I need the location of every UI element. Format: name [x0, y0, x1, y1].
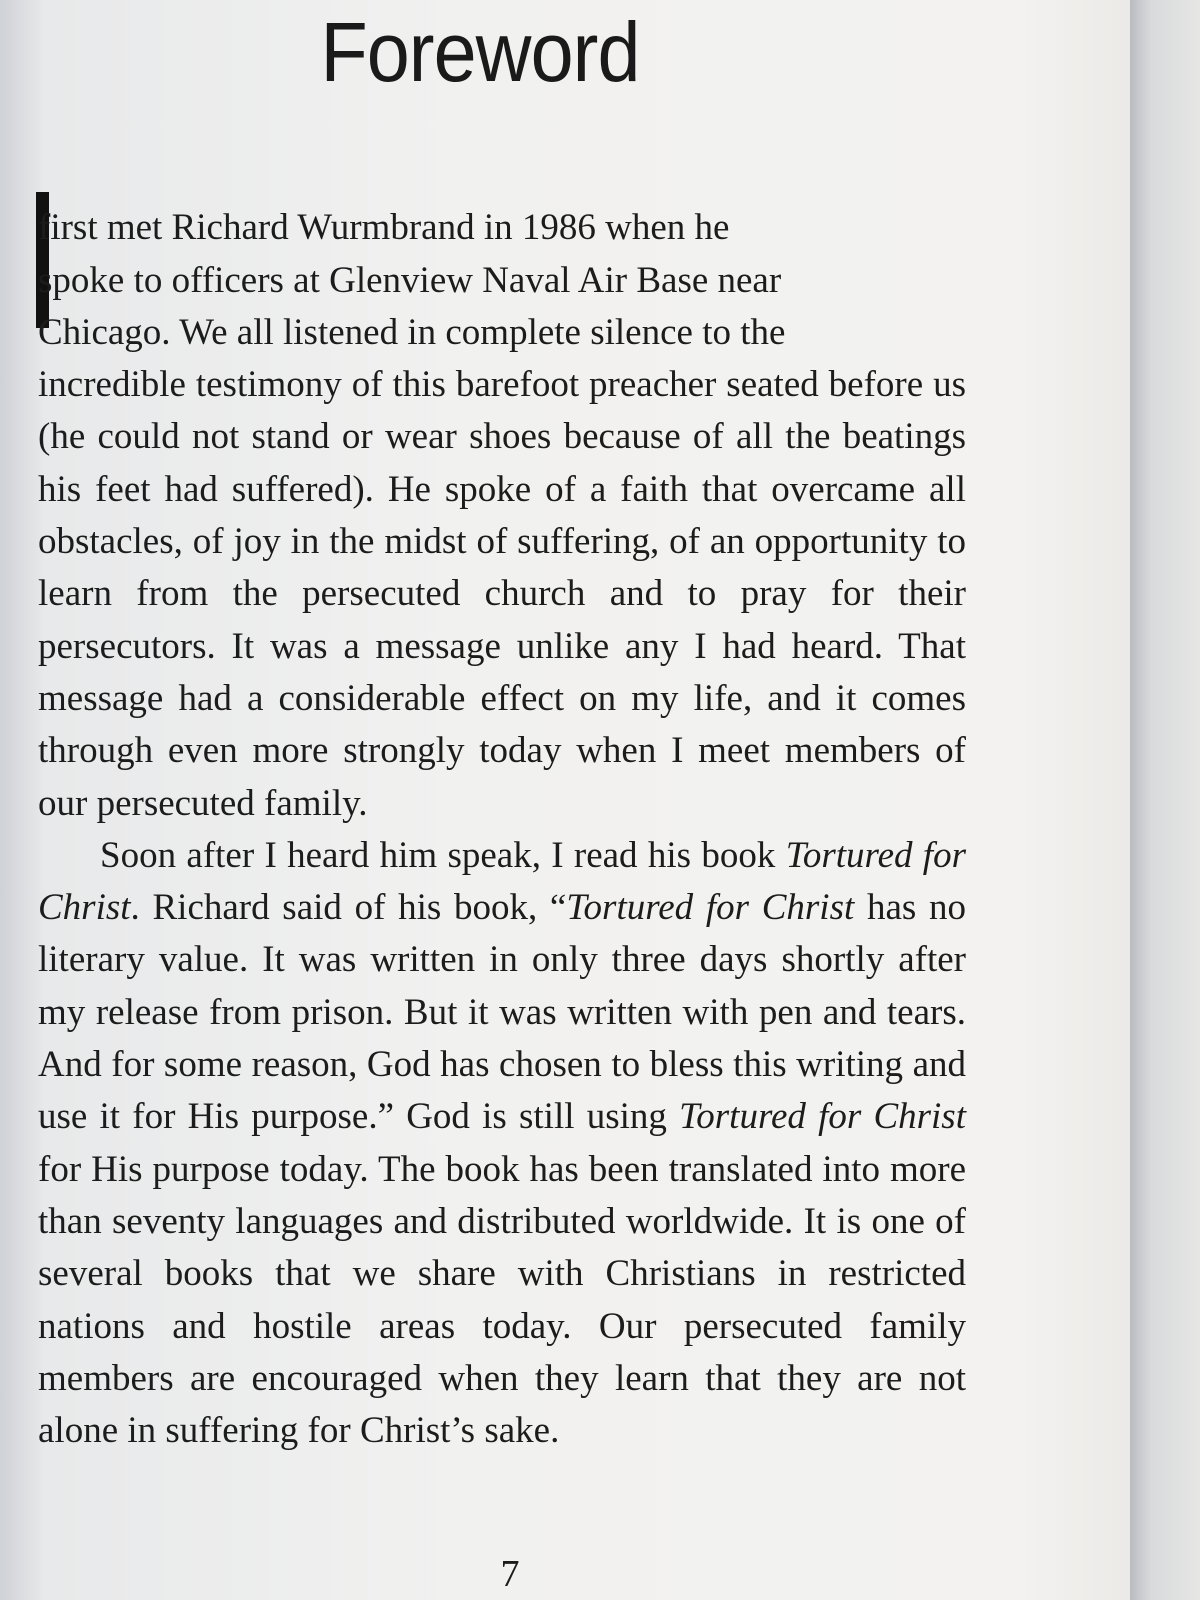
book-title-italic: Tortured for Christ: [38, 834, 966, 929]
book-title-italic: Tortured for Christ: [679, 1096, 966, 1138]
paragraph-1-line-3: Chicago. We all listened in complete silence to the: [38, 311, 786, 353]
paragraph-1-rest: incredible testimony of this barefoot preacher seated before us (he could not stand or wear shoes because of all the beatings his feet had suffered). He spoke of a faith that overcame all obstacles, of joy in the midst of suffering, of an opportunity to learn from the persecuted church and to pray for their persecutors. It was a message unlike any I had heard. That message had a considerable effect on my life, and it comes through even more strongly today when I meet members of our persecuted family.: [38, 364, 966, 824]
paragraph-1-opening: [38, 155, 966, 359]
paragraph-1-line-1: first met Richard Wurmbrand in 1986 when he: [38, 207, 730, 249]
paragraph-2-seg5: has no literary value. It was written in only three days shortly after my release from prison. But it was written with pen and tears. And for some reason, God has chosen to bless this writing and use it for His purpose.” God is still using: [38, 887, 966, 1138]
paragraph-1-line-2: spoke to officers at Glenview Naval Air Base near: [38, 259, 782, 301]
chapter-title: Foreword: [320, 5, 640, 99]
page-number: 7: [500, 1553, 520, 1595]
page-edge-shadow: [1130, 0, 1200, 1600]
paragraph-2: [38, 830, 966, 1458]
paragraph-2-seg7: for His purpose today. The book has been translated into more than seventy languages and distributed worldwide. It is one of several books that we share with Christians in restricted nations and hostile areas today. Our persecuted family members are encouraged when they learn that they are not alone in suffering for Christ’s sake.: [38, 1148, 966, 1452]
paragraph-2-seg3: . Richard said of his book, “: [130, 887, 567, 929]
book-title-italic: Tortured for Christ: [566, 887, 855, 929]
paragraph-1: [38, 150, 966, 830]
paragraph-2-seg1: Soon after I heard him speak, I read his book: [100, 834, 786, 876]
body-text: [38, 150, 966, 1457]
